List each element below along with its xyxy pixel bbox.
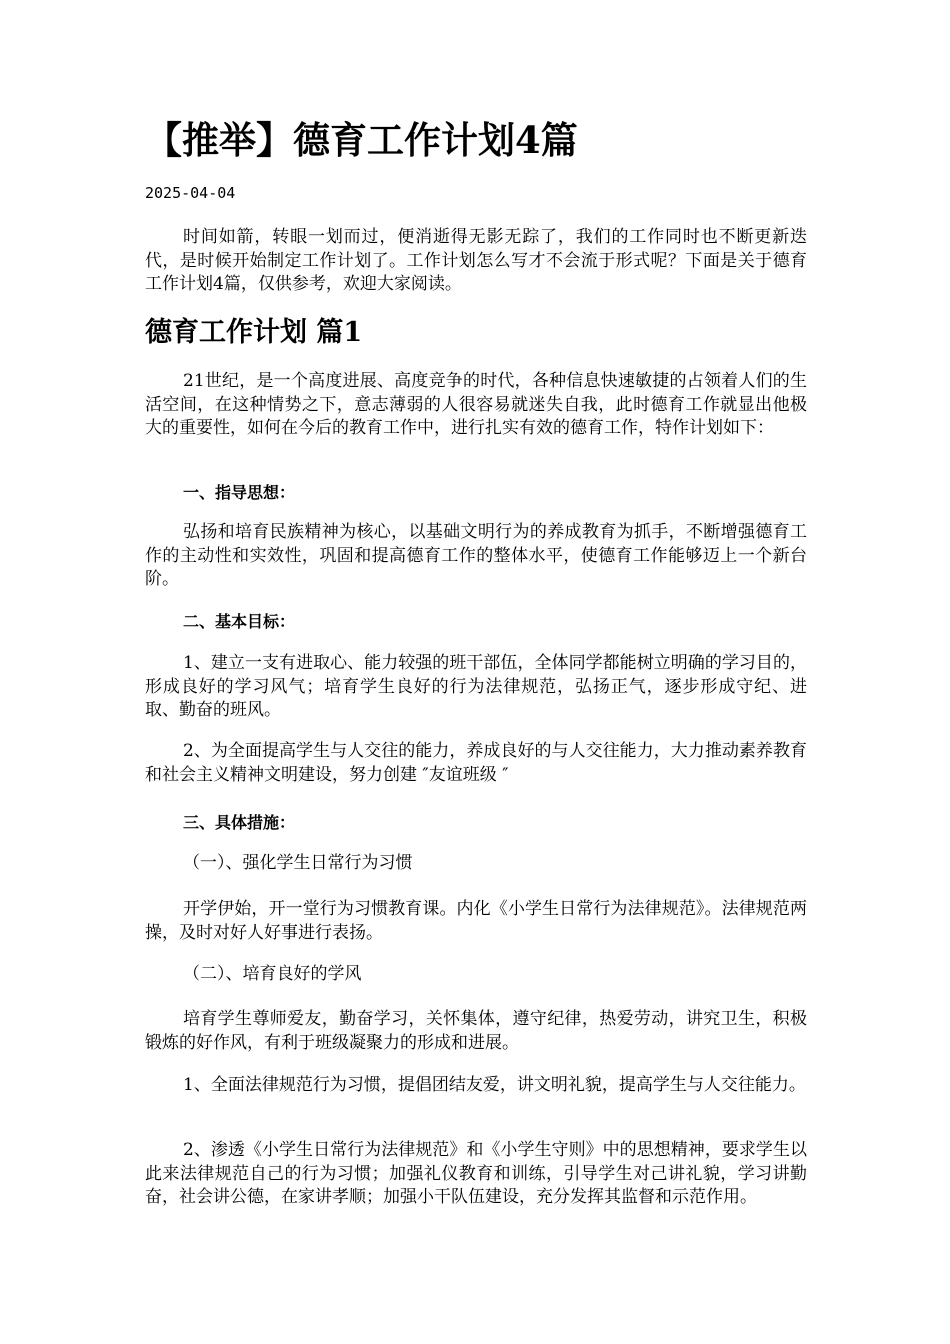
- paragraph-measure-2: 培育学生尊师爱友，勤奋学习，关怀集体，遵守纪律，热爱劳动，讲究卫生，积极锻炼的好作风，有利于班级凝聚力的形成和进展。: [145, 1009, 807, 1053]
- section-intro-paragraph: 21世纪，是一个高度进展、高度竞争的时代，各种信息快速敏捷的占领着人们的生活空间，在这种情势之下，意志薄弱的人很容易就迷失自我，此时德育工作就显出他极大的重要性，如何在今后的教育工作中，进行扎实有效的德育工作，特作计划如下：: [145, 371, 807, 438]
- measure-1-title: （一）、强化学生日常行为习惯: [183, 853, 413, 873]
- document-title: 【推举】德育工作计划4篇: [145, 118, 578, 162]
- measure-2-title: （二）、培育良好的学风: [183, 964, 362, 984]
- paragraph-goal-2: 2、为全面提高学生与人交往的能力，养成良好的与人交往能力，大力推动素养教育和社会主义精神文明建设，努力创建 ″友谊班级 ″: [145, 741, 807, 785]
- paragraph-measure-1: 开学伊始，开一堂行为习惯教育课。内化《小学生日常行为法律规范》。法律规范两操，及时对好人好事进行表扬。: [145, 899, 807, 943]
- paragraph-goal-1: 1、建立一支有进取心、能力较强的班干部伍，全体同学都能树立明确的学习目的，形成良好的学习风气；培育学生良好的行为法律规范，弘扬正气，逐步形成守纪、进取、勤奋的班风。: [145, 653, 807, 720]
- subheading-guiding-thought: 一、指导思想：: [183, 483, 296, 502]
- subheading-basic-goals: 二、基本目标：: [183, 612, 296, 631]
- subheading-measures: 三、具体措施：: [183, 813, 296, 832]
- paragraph-measure-2-item-2: 2、渗透《小学生日常行为法律规范》和《小学生守则》中的思想精神，要求学生以此来法律规范自己的行为习惯；加强礼仪教育和训练，引导学生对己讲礼貌，学习讲勤奋，社会讲公德，在家讲孝顺；加强小干队伍建设，充分发挥其监督和示范作用。: [145, 1140, 807, 1207]
- paragraph-measure-2-item-1: 1、全面法律规范行为习惯，提倡团结友爱，讲文明礼貌，提高学生与人交往能力。: [183, 1075, 806, 1095]
- paragraph-guiding-thought: 弘扬和培育民族精神为核心，以基础文明行为的养成教育为抓手，不断增强德育工作的主动性和实效性，巩固和提高德育工作的整体水平，使德育工作能够迈上一个新台阶。: [145, 522, 807, 589]
- section-heading: 德育工作计划 篇1: [145, 317, 363, 348]
- intro-paragraph: 时间如箭，转眼一划而过，便消逝得无影无踪了，我们的工作同时也不断更新迭代，是时候开始制定工作计划了。工作计划怎么写才不会流于形式呢？下面是关于德育工作计划4篇，仅供参考，欢迎大家阅读。: [145, 227, 807, 294]
- publish-date: 2025-04-04: [145, 184, 236, 202]
